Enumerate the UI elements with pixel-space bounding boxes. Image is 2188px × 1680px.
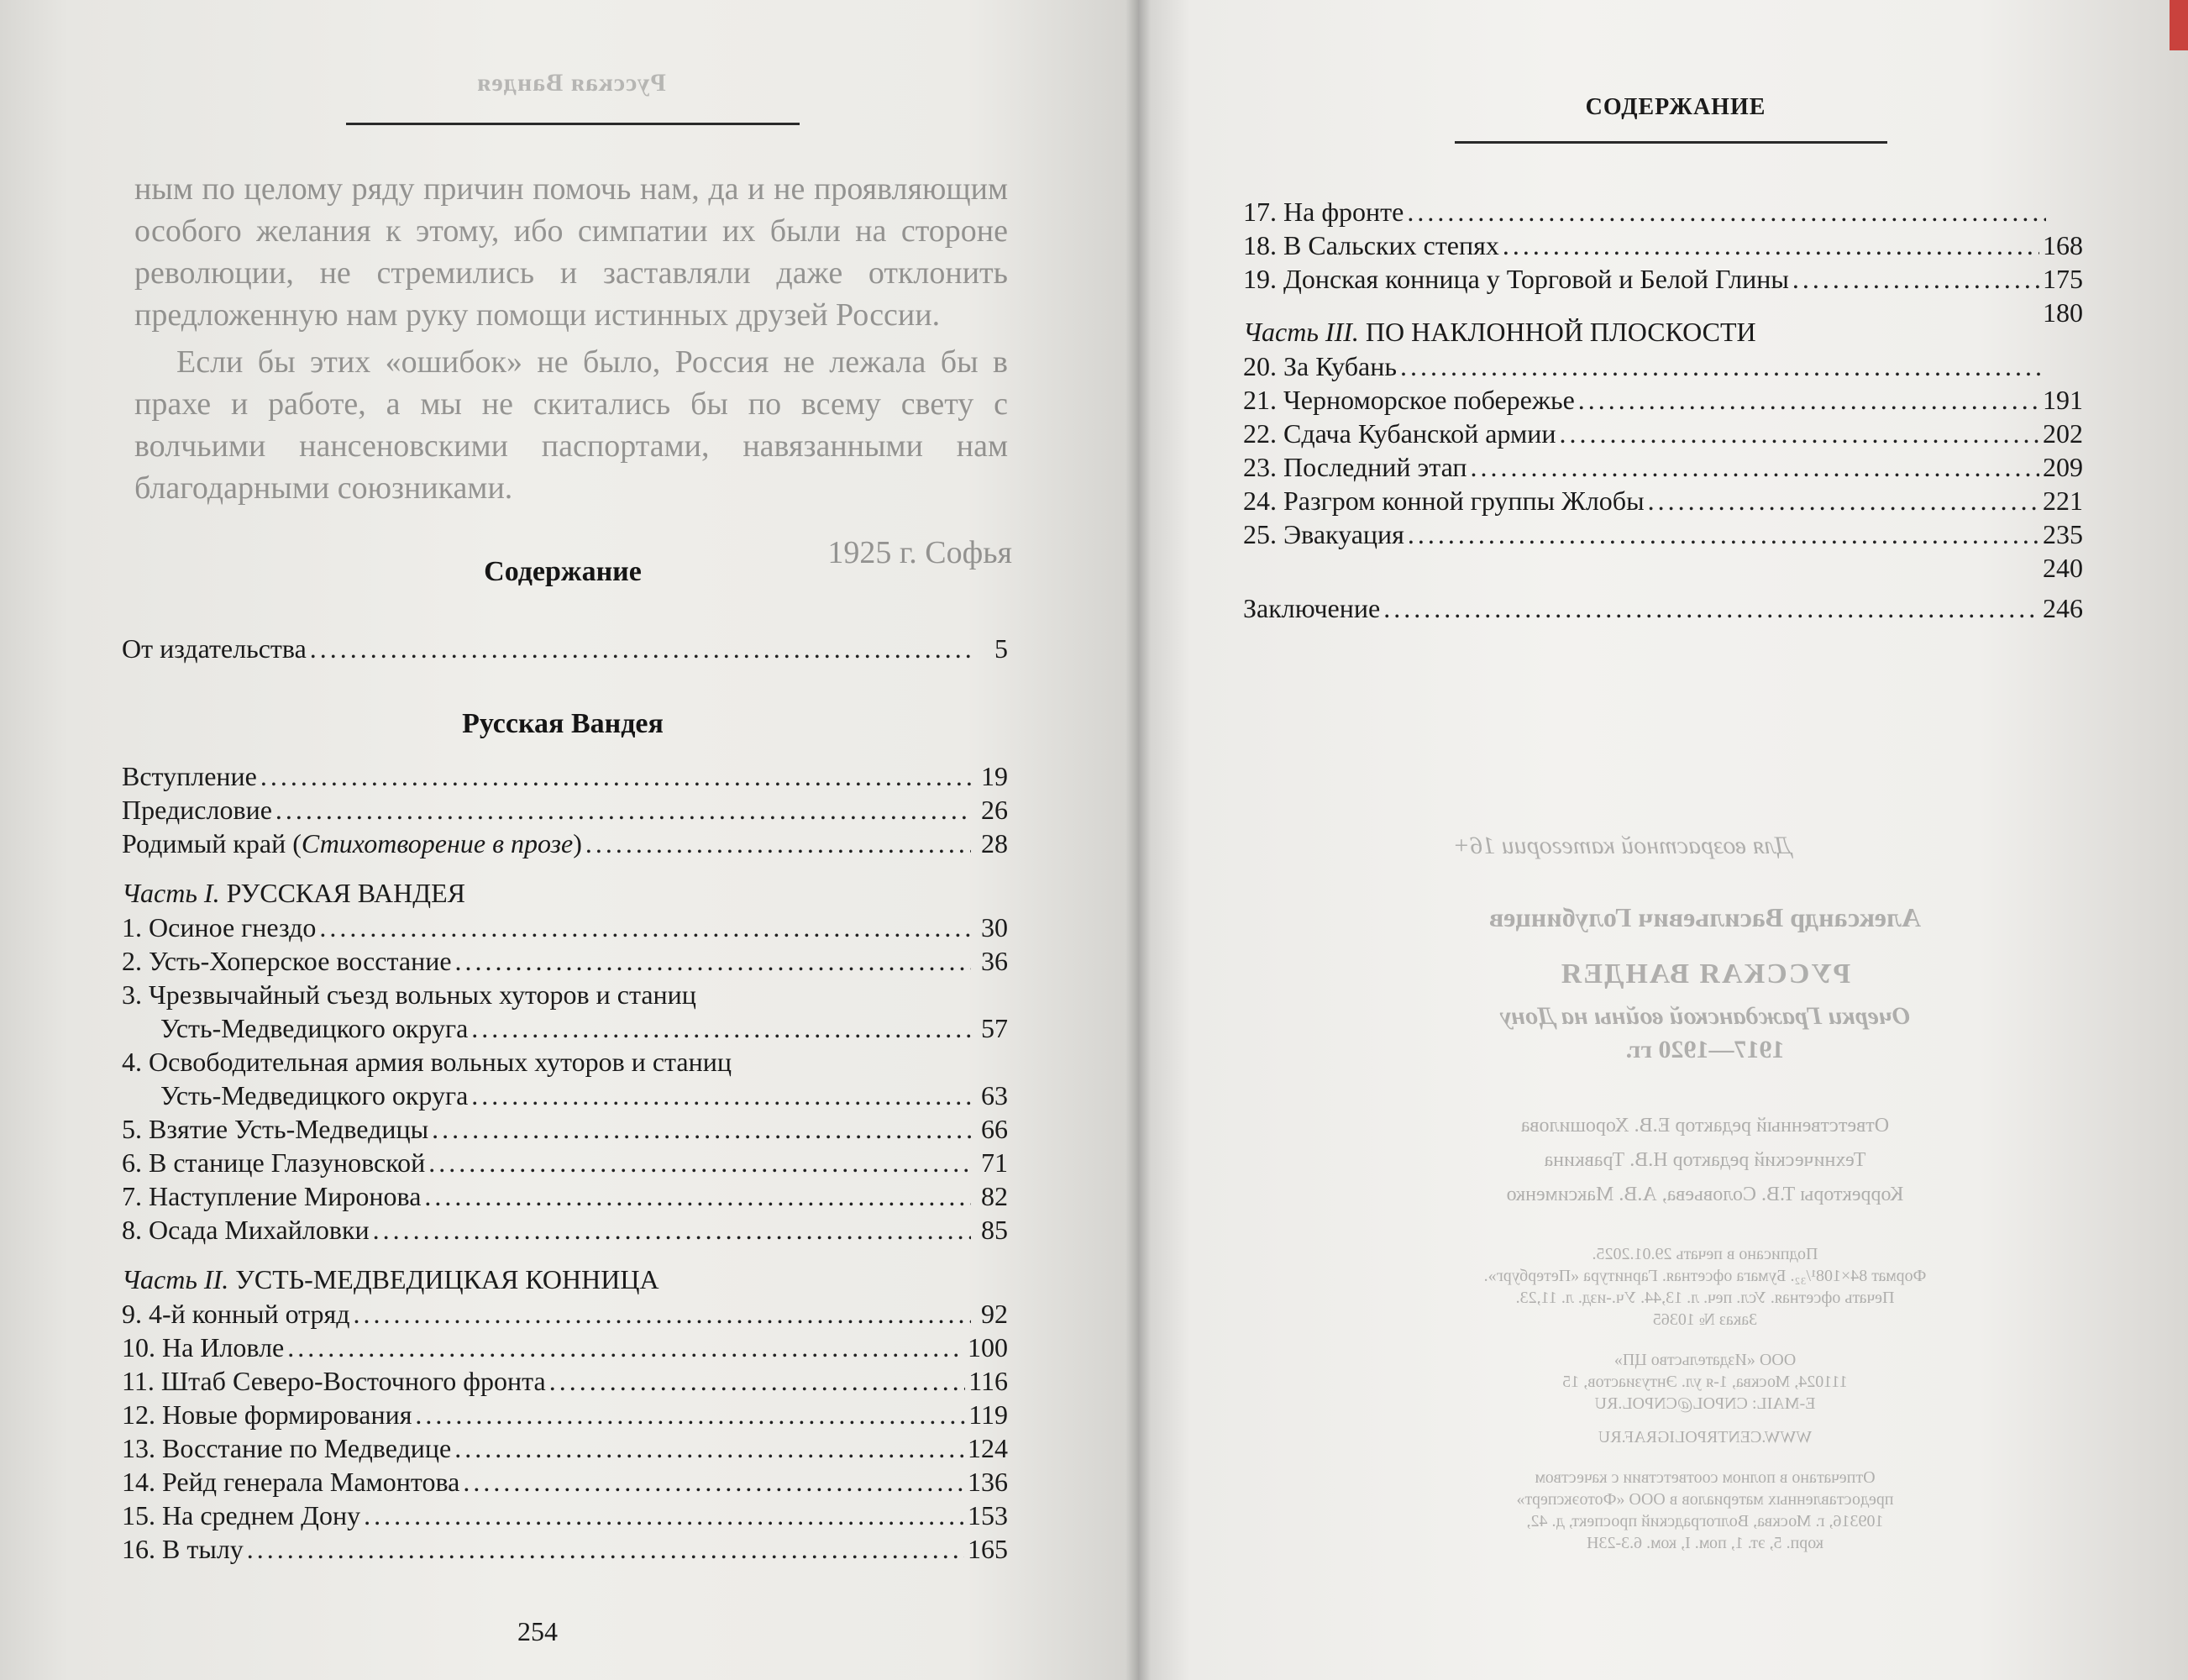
toc-entry-title: 5. Взятие Усть-Медведицы — [122, 1114, 429, 1144]
toc-entry — [122, 1499, 1008, 1532]
imprint-print-line: Печать офсетная. Усл. печ. л. 13,44. Уч.-изд. л. 11,23. — [1515, 1289, 1895, 1307]
toc-leader-dots — [275, 793, 971, 827]
toc-entry-title-end: ) — [573, 828, 582, 858]
toc-entry-title: 16. В тылу — [122, 1534, 244, 1564]
toc-leader-dots — [373, 1213, 971, 1247]
toc-entry-title: 1. Осиное гнездо — [122, 912, 317, 942]
toc-entry-page: 136 — [968, 1467, 1008, 1497]
page-number: 254 — [517, 1616, 558, 1646]
body-signature: 1925 г. Софья — [827, 535, 1012, 570]
toc-entry-title: От издательства — [122, 633, 307, 664]
toc-entry — [122, 1146, 1008, 1179]
toc-entry — [122, 1331, 1008, 1364]
toc-part-name: ПО НАКЛОННОЙ ПЛОСКОСТИ — [1365, 317, 1756, 347]
toc-leader-dots — [1578, 383, 2039, 417]
imprint-print-line: Формат 84×108¹/₃₂. Бумага офсетная. Гарнитура «Петербург». — [1483, 1267, 1927, 1285]
toc-entry-title: 6. В станице Глазуновской — [122, 1147, 426, 1178]
toc-entry-title: 14. Рейд генерала Мамонтова — [122, 1467, 460, 1497]
toc-entry — [122, 1532, 1008, 1566]
toc-entry-page: 246 — [2043, 593, 2083, 623]
toc-part-heading — [122, 875, 1008, 911]
body-paragraph: ным по целому ряду причин помочь нам, да и не проявляющим особого желания к этому, ибо симпатии их были на стороне революции, не стремились и заставляли даже отклонить предложенную нам руку помощи истинных друзей России. — [134, 171, 1008, 333]
imprint-print-line: Подписано в печать 29.01.2025. — [1592, 1245, 1818, 1263]
imprint-printer-info — [1394, 1467, 2016, 1554]
toc-entry-page: 202 — [2043, 418, 2083, 449]
toc-entry-page: 119 — [968, 1399, 1008, 1430]
toc-entry — [122, 1398, 1008, 1431]
toc-entry-title: 11. Штаб Северо-Восточного фронта — [122, 1366, 546, 1396]
toc-part-name: РУССКАЯ ВАНДЕЯ — [226, 878, 465, 908]
toc-entry — [122, 1431, 1008, 1465]
toc-gap — [1243, 576, 2083, 591]
toc-entry-page: 221 — [2043, 486, 2083, 516]
toc-entry — [1243, 591, 2083, 625]
toc-entry-title: 13. Восстание по Медведице — [122, 1433, 452, 1463]
imprint-publisher-line: ООО «Издательство ЦП» — [1613, 1351, 1797, 1369]
toc-entry-page: 153 — [968, 1500, 1008, 1530]
toc-part-label: Часть I. — [122, 878, 220, 908]
imprint-publisher-line: 111024, Москва, 1-я ул. Энтузиастов, 15 — [1562, 1373, 1848, 1391]
toc-entry-page: 57 — [981, 1013, 1008, 1043]
toc-entry-title: 22. Сдача Кубанской армии — [1243, 418, 1556, 449]
right-header-rule — [1455, 141, 1887, 144]
toc-entry-title — [122, 827, 582, 860]
toc-leader-dots — [428, 1146, 971, 1179]
toc-entry-page: 30 — [981, 912, 1008, 942]
imprint-title: РУССКАЯ ВАНДЕЯ — [1559, 958, 1851, 990]
imprint-proofreaders: Корректоры Т.В. Соловьева, А.В. Максименко — [1506, 1184, 1904, 1205]
toc-entry-page: 100 — [968, 1332, 1008, 1362]
toc-entry-page: 168 — [2043, 230, 2083, 260]
toc-leader-dots — [463, 1465, 964, 1499]
toc-leader-dots — [471, 1079, 971, 1112]
toc-leader-dots — [1559, 417, 2039, 450]
toc-entry — [122, 1179, 1008, 1213]
toc-entry — [122, 1112, 1008, 1146]
toc-entry-page: 5 — [994, 633, 1008, 664]
left-running-head: Русская Вандея — [476, 69, 666, 97]
toc-front — [122, 632, 1008, 665]
toc-leader-dots — [364, 1499, 964, 1532]
toc-entry — [122, 1465, 1008, 1499]
toc-entry-title: 12. Новые формирования — [122, 1399, 412, 1430]
toc-entry-continuation — [122, 1011, 1008, 1045]
imprint-printer-line: корп. 5, эт. 1, пом. I, ком. 6.3-23Н — [1587, 1534, 1823, 1552]
toc-entry-title: Заключение — [1243, 593, 1381, 623]
toc-entry-page: 19 — [981, 761, 1008, 791]
toc-leader-dots — [471, 1011, 971, 1045]
toc-entry — [122, 759, 1008, 793]
toc-entry — [1243, 349, 2083, 383]
toc-entry-title: 18. В Сальских степях — [1243, 230, 1499, 260]
toc-leader-dots — [1503, 228, 2039, 262]
toc-entry-title: 8. Осада Михайловки — [122, 1215, 370, 1245]
toc-leader-dots — [260, 759, 971, 793]
show-through-imprint — [1394, 832, 2016, 1572]
toc-part-name: УСТЬ-МЕДВЕДИЦКАЯ КОННИЦА — [235, 1264, 659, 1294]
toc-part-label: Часть III. — [1243, 317, 1359, 347]
toc-entry-page: 28 — [981, 828, 1008, 858]
imprint-print-info — [1394, 1243, 2016, 1331]
toc-leader-dots — [287, 1331, 964, 1364]
toc-entry-page: 165 — [968, 1534, 1008, 1564]
toc-entry-title: Усть-Медведицкого округа — [160, 1013, 469, 1043]
toc-entry-page: 209 — [2043, 452, 2083, 482]
toc-leader-dots — [1400, 349, 2046, 383]
toc-entry-title: 23. Последний этап — [1243, 452, 1467, 482]
toc-entry — [122, 911, 1008, 944]
imprint-publisher-line: WWW.CENTRPOLIGRAF.RU — [1598, 1428, 1813, 1446]
imprint-printer-line: 109316, г. Москва, Волгоградский проспект, д. 42, — [1526, 1512, 1884, 1530]
toc-title: Содержание — [484, 556, 642, 587]
toc-part-heading — [1243, 314, 2083, 349]
toc-entry-page: 85 — [981, 1215, 1008, 1245]
toc-leader-dots — [1383, 591, 2039, 625]
toc-leader-dots — [424, 1179, 971, 1213]
imprint-years: 1917—1920 гг. — [1625, 1036, 1785, 1063]
toc-entry-title: 4. Освободительная армия вольных хуторов и станиц — [122, 1047, 732, 1077]
toc-entry-page: 63 — [981, 1080, 1008, 1110]
left-header-rule — [346, 123, 800, 125]
toc-entry — [1243, 296, 2083, 328]
toc-leader-dots — [1648, 484, 2039, 517]
toc-entry — [122, 1213, 1008, 1247]
toc-right — [1243, 195, 2083, 625]
toc-entry-page: 26 — [981, 795, 1008, 825]
imprint-printer-line: предоставленных материалов в ООО «Фотоэксперт» — [1516, 1490, 1894, 1509]
toc-entry — [1243, 417, 2083, 450]
toc-leader-dots — [319, 911, 971, 944]
toc-leader-dots — [585, 827, 971, 860]
toc-entry — [1243, 517, 2083, 551]
toc-entry — [1243, 450, 2083, 484]
toc-part-heading — [122, 1262, 1008, 1297]
toc-leader-dots — [432, 1112, 971, 1146]
toc-leader-dots — [247, 1532, 964, 1566]
toc-entry-page: 235 — [2043, 519, 2083, 549]
toc-part-label: Часть II. — [122, 1264, 229, 1294]
toc-leader-dots — [1471, 450, 2039, 484]
toc-intro — [122, 759, 1008, 1566]
toc-entry-title-italic: Стихотворение в прозе — [301, 828, 574, 858]
toc-entry-page: 124 — [968, 1433, 1008, 1463]
imprint-editor: Ответственный редактор Е.В. Хорошилова — [1520, 1115, 1890, 1137]
toc-entry-title: 7. Наступление Миронова — [122, 1181, 422, 1211]
toc-leader-dots — [1408, 517, 2039, 551]
imprint-author: Александр Васильевич Голубинцев — [1488, 902, 1922, 932]
toc-entry — [122, 978, 1008, 1011]
toc-entry-page: 71 — [981, 1147, 1008, 1178]
imprint-tech-editor: Технический редактор Н.В. Травкина — [1544, 1149, 1866, 1171]
toc-entry-page: 116 — [968, 1366, 1008, 1396]
toc-leader-dots — [454, 1431, 964, 1465]
toc-entry — [1243, 228, 2083, 262]
toc-entry — [122, 944, 1008, 978]
toc-entry-title: 19. Донская конница у Торговой и Белой Глины — [1243, 264, 1789, 294]
toc-entry — [1243, 262, 2083, 296]
toc-leader-dots — [549, 1364, 965, 1398]
toc-entry-page: 191 — [2043, 385, 2083, 415]
toc-entry-title: Предисловие — [122, 795, 272, 825]
toc-entry — [1243, 551, 2083, 583]
toc-entry-page: 175 — [2043, 264, 2083, 294]
toc-entry-page: 240 — [2043, 553, 2083, 583]
toc-entry-continuation — [122, 1079, 1008, 1112]
toc-entry-title: 20. За Кубань — [1243, 351, 1397, 381]
toc-entry-title: 21. Черноморское побережье — [1243, 385, 1575, 415]
toc-entry-page: 82 — [981, 1181, 1008, 1211]
toc-leader-dots — [354, 1297, 971, 1331]
toc-entry-title: 17. На фронте — [1243, 197, 1404, 227]
toc-entry-title-start: Родимый край ( — [122, 828, 302, 858]
toc-entry-title: 3. Чрезвычайный съезд вольных хуторов и станиц — [122, 979, 696, 1010]
toc-entry-title: 10. На Иловле — [122, 1332, 285, 1362]
book-title-heading: Русская Вандея — [462, 708, 664, 739]
toc-entry-page: 66 — [981, 1114, 1008, 1144]
toc-leader-dots — [310, 632, 971, 665]
toc-entry-page: 180 — [2043, 297, 2083, 328]
left-body-text — [134, 168, 1008, 514]
toc-entry-title: Усть-Медведицкого округа — [160, 1080, 469, 1110]
imprint-printer-line: Отпечатано в полном соответствии с качеством — [1535, 1468, 1876, 1487]
toc-leader-dots — [1792, 262, 2039, 296]
toc-entry-title: 25. Эвакуация — [1243, 519, 1404, 549]
toc-entry — [122, 1364, 1008, 1398]
red-cover-edge — [2170, 0, 2188, 50]
toc-entry-title: 9. 4-й конный отряд — [122, 1299, 350, 1329]
right-running-head: СОДЕРЖАНИЕ — [1585, 94, 1766, 120]
toc-entry-title: 2. Усть-Хоперское восстание — [122, 946, 452, 976]
toc-leader-dots — [415, 1398, 965, 1431]
toc-entry — [122, 1297, 1008, 1331]
toc-entry — [1243, 195, 2083, 228]
body-paragraph: Если бы этих «ошибок» не было, Россия не лежала бы в прахе и работе, а мы не скитались бы по всему свету с волчьими нансеновскими паспортами, навязанными нам благодарными союзниками. — [134, 344, 1008, 506]
toc-leader-dots — [455, 944, 971, 978]
toc-entry-page: 36 — [981, 946, 1008, 976]
toc-entry — [122, 827, 1008, 860]
imprint-subtitle: Очерки Гражданской войны на Дону — [1499, 1002, 1911, 1030]
toc-entry-title: 24. Разгром конной группы Жлобы — [1243, 486, 1645, 516]
imprint-publisher-info — [1394, 1349, 2016, 1448]
toc-entry — [122, 793, 1008, 827]
toc-entry — [1243, 383, 2083, 417]
imprint-publisher-line: E-MAIL: CNPOL@CNPOL.RU — [1594, 1394, 1816, 1413]
toc-entry-page: 92 — [981, 1299, 1008, 1329]
toc-entry — [122, 1045, 1008, 1079]
toc-entry — [122, 632, 1008, 665]
toc-leader-dots — [1407, 195, 2046, 228]
toc-entry-title: 15. На среднем Дону — [122, 1500, 361, 1530]
imprint-age-rating: Для возрастной категории 16+ — [1453, 832, 1792, 859]
toc-entry — [1243, 484, 2083, 517]
imprint-print-line: Заказ № 10365 — [1652, 1310, 1758, 1329]
toc-entry-title: Вступление — [122, 761, 257, 791]
